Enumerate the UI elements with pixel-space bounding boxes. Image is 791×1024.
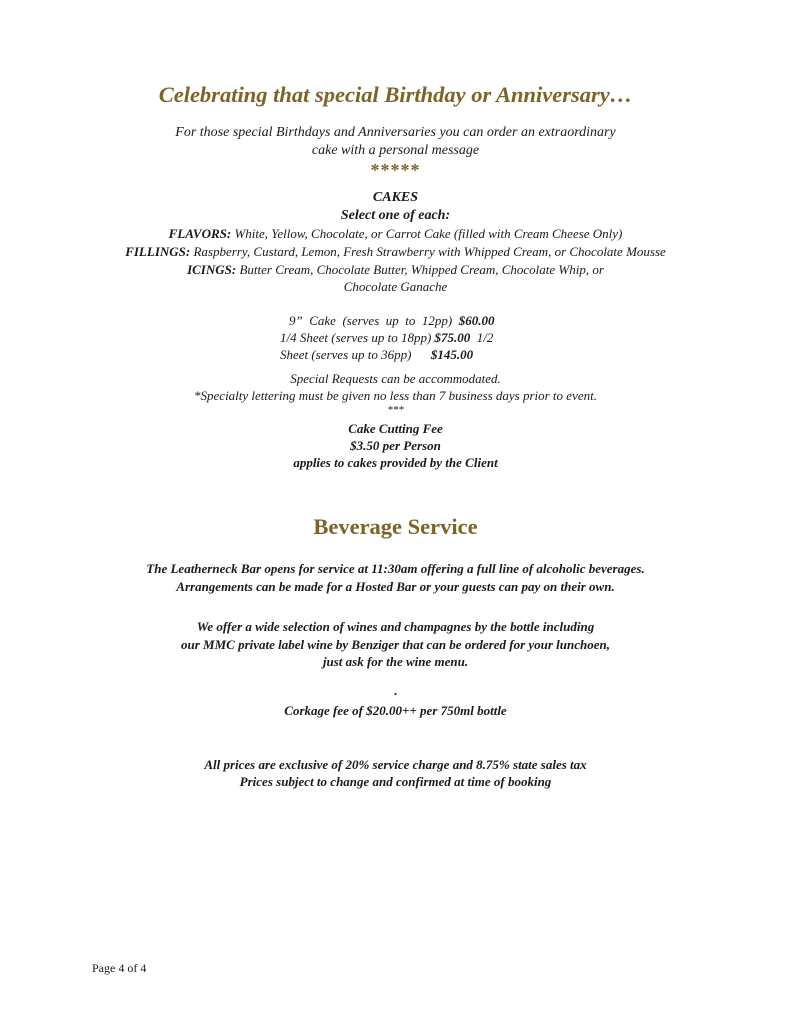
lettering-note: *Specialty lettering must be given no less than 7 business days prior to event.: [194, 388, 597, 403]
cake-intro-line-1: For those special Birthdays and Anniversaries you can order an extraordinary: [175, 125, 616, 140]
price-tail: 1/2: [470, 330, 494, 345]
cakes-heading: CAKES: [372, 190, 419, 205]
stars-divider: *****: [370, 160, 421, 180]
pricing-note-2: Prices subject to change and confirmed at time of booking: [239, 774, 552, 789]
corkage-fee: Corkage fee of $20.00++ per 750ml bottle: [284, 703, 507, 718]
cake-intro-line-2: cake with a personal message: [311, 143, 480, 158]
section-divider: ***: [387, 404, 404, 416]
cutting-fee-note: applies to cakes provided by the Client: [293, 455, 498, 470]
icings-line-2: Chocolate Ganache: [343, 279, 448, 294]
fillings-line: [0, 244, 791, 260]
icings-label: ICINGS:: [187, 262, 237, 277]
cutting-fee-price: $3.50 per Person: [350, 438, 441, 453]
flavors-line: [0, 226, 791, 242]
flavors-text: White, Yellow, Chocolate, or Carrot Cake (filled with Cream Cheese Only): [231, 226, 623, 241]
bar-info-line-2: Arrangements can be made for a Hosted Bar or your guests can pay on their own.: [176, 579, 615, 594]
flavors-label: FLAVORS:: [168, 226, 232, 241]
price-row-quarter-sheet: [280, 330, 493, 346]
price-row-half-sheet: [280, 347, 473, 363]
fillings-text: Raspberry, Custard, Lemon, Fresh Strawberry with Whipped Cream, or Chocolate Mousse: [190, 244, 666, 259]
wine-info-line-1: We offer a wide selection of wines and champagnes by the bottle including: [196, 619, 595, 634]
price-desc: Sheet (serves up to 36pp): [280, 347, 431, 362]
fillings-label: FILLINGS:: [125, 244, 191, 259]
pricing-note-1: All prices are exclusive of 20% service charge and 8.75% state sales tax: [204, 757, 587, 772]
price-value: $75.00: [434, 330, 471, 345]
price-desc: 9” Cake (serves up to 12pp): [289, 313, 459, 328]
wine-info-line-3: just ask for the wine menu.: [322, 654, 469, 669]
icings-text: Butter Cream, Chocolate Butter, Whipped Cream, Chocolate Whip, or: [236, 262, 604, 277]
price-value: $60.00: [458, 313, 495, 328]
bar-info-line-1: The Leatherneck Bar opens for service at 11:30am offering a full line of alcoholic beverages.: [146, 561, 645, 576]
price-value: $145.00: [430, 347, 474, 362]
special-requests-note: Special Requests can be accommodated.: [290, 371, 501, 386]
icings-line: [0, 262, 791, 278]
wine-info-line-2: our MMC private label wine by Benziger that can be ordered for your lunchoen,: [180, 637, 611, 652]
cutting-fee-title: Cake Cutting Fee: [348, 421, 443, 436]
price-row-9in-cake: [289, 313, 494, 329]
beverage-section-title: Beverage Service: [313, 514, 478, 539]
page-number: Page 4 of 4: [92, 961, 147, 975]
cake-section-title: Celebrating that special Birthday or Anniversary…: [158, 82, 633, 107]
spacer-dot: .: [393, 683, 398, 698]
price-desc: 1/4 Sheet (serves up to 18pp): [280, 330, 435, 345]
select-one-subheading: Select one of each:: [340, 208, 451, 223]
